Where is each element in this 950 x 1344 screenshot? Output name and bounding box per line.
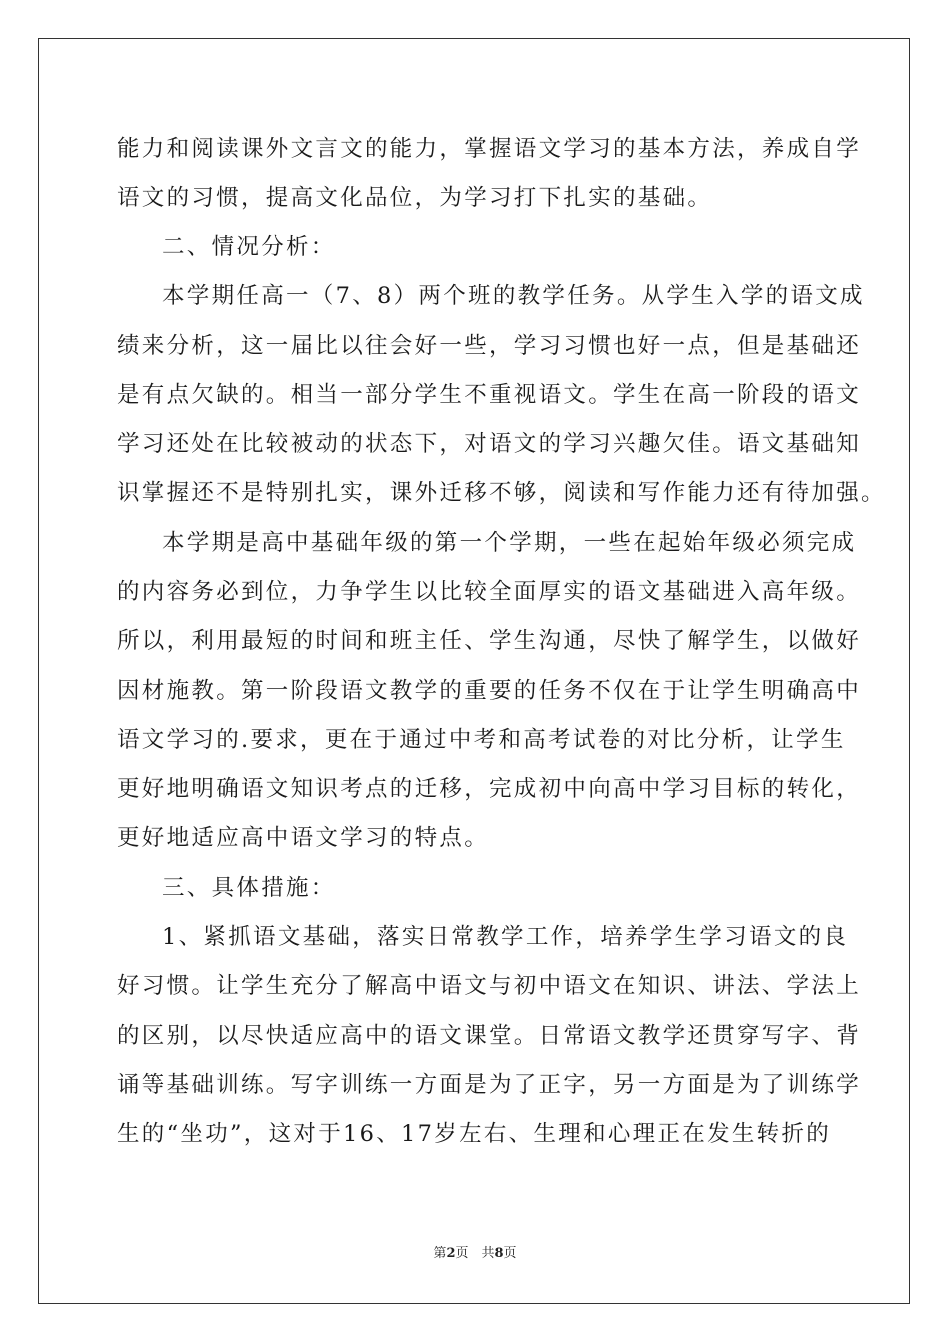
text-line: 好习惯。让学生充分了解高中语文与初中语文在知识、讲法、学法上 [117,973,862,999]
total-page-number: 8 [494,1246,504,1261]
text-line: 更好地适应高中语文学习的特点。 [117,825,490,851]
text-line: 诵等基础训练。写字训练一方面是为了正字，另一方面是为了训练学 [117,1072,862,1098]
text-line: 本学期是高中基础年级的第一个学期，一些在起始年级必须完成 [162,530,857,556]
text-line: 的区别，以尽快适应高中的语文课堂。日常语文教学还贯穿写字、背 [117,1023,862,1049]
text-line: 识掌握还不是特别扎实，课外迁移不够，阅读和写作能力还有待加强。 [117,480,886,506]
text-line: 学习还处在比较被动的状态下，对语文的学习兴趣欠佳。语文基础知 [117,431,862,457]
text-line: 语文学习的.要求，更在于通过中考和高考试卷的对比分析，让学生 [117,727,846,753]
page-mid: 页 共 [455,1246,495,1261]
text-line: 因材施教。第一阶段语文教学的重要的任务不仅在于让学生明确高中 [117,678,862,704]
page-suffix: 页 [503,1246,517,1261]
section-heading: 二、情况分析： [162,234,336,260]
text-line: 的内容务必到位，力争学生以比较全面厚实的语文基础进入高年级。 [117,579,862,605]
text-line: 绩来分析，这一届比以往会好一些，学习习惯也好一点，但是基础还 [117,333,862,359]
current-page-number: 2 [446,1246,456,1261]
text-line: 更好地明确语文知识考点的迁移，完成初中向高中学习目标的转化， [117,776,862,802]
text-line: 生的“坐功”，这对于16、17岁左右、生理和心理正在发生转折的 [117,1121,832,1147]
text-line: 能力和阅读课外文言文的能力，掌握语文学习的基本方法，养成自学 [117,136,862,162]
text-line: 语文的习惯，提高文化品位，为学习打下扎实的基础。 [117,185,713,211]
page-prefix: 第 [433,1246,447,1261]
section-heading: 三、具体措施： [162,875,336,901]
page-footer [0,1245,950,1263]
text-line: 是有点欠缺的。相当一部分学生不重视语文。学生在高一阶段的语文 [117,382,862,408]
text-line: 本学期任高一（7、8）两个班的教学任务。从学生入学的语文成 [162,283,865,309]
text-line: 1、紧抓语文基础，落实日常教学工作，培养学生学习语文的良 [162,924,849,950]
page-border [38,38,910,1304]
text-line: 所以，利用最短的时间和班主任、学生沟通，尽快了解学生，以做好 [117,628,862,654]
